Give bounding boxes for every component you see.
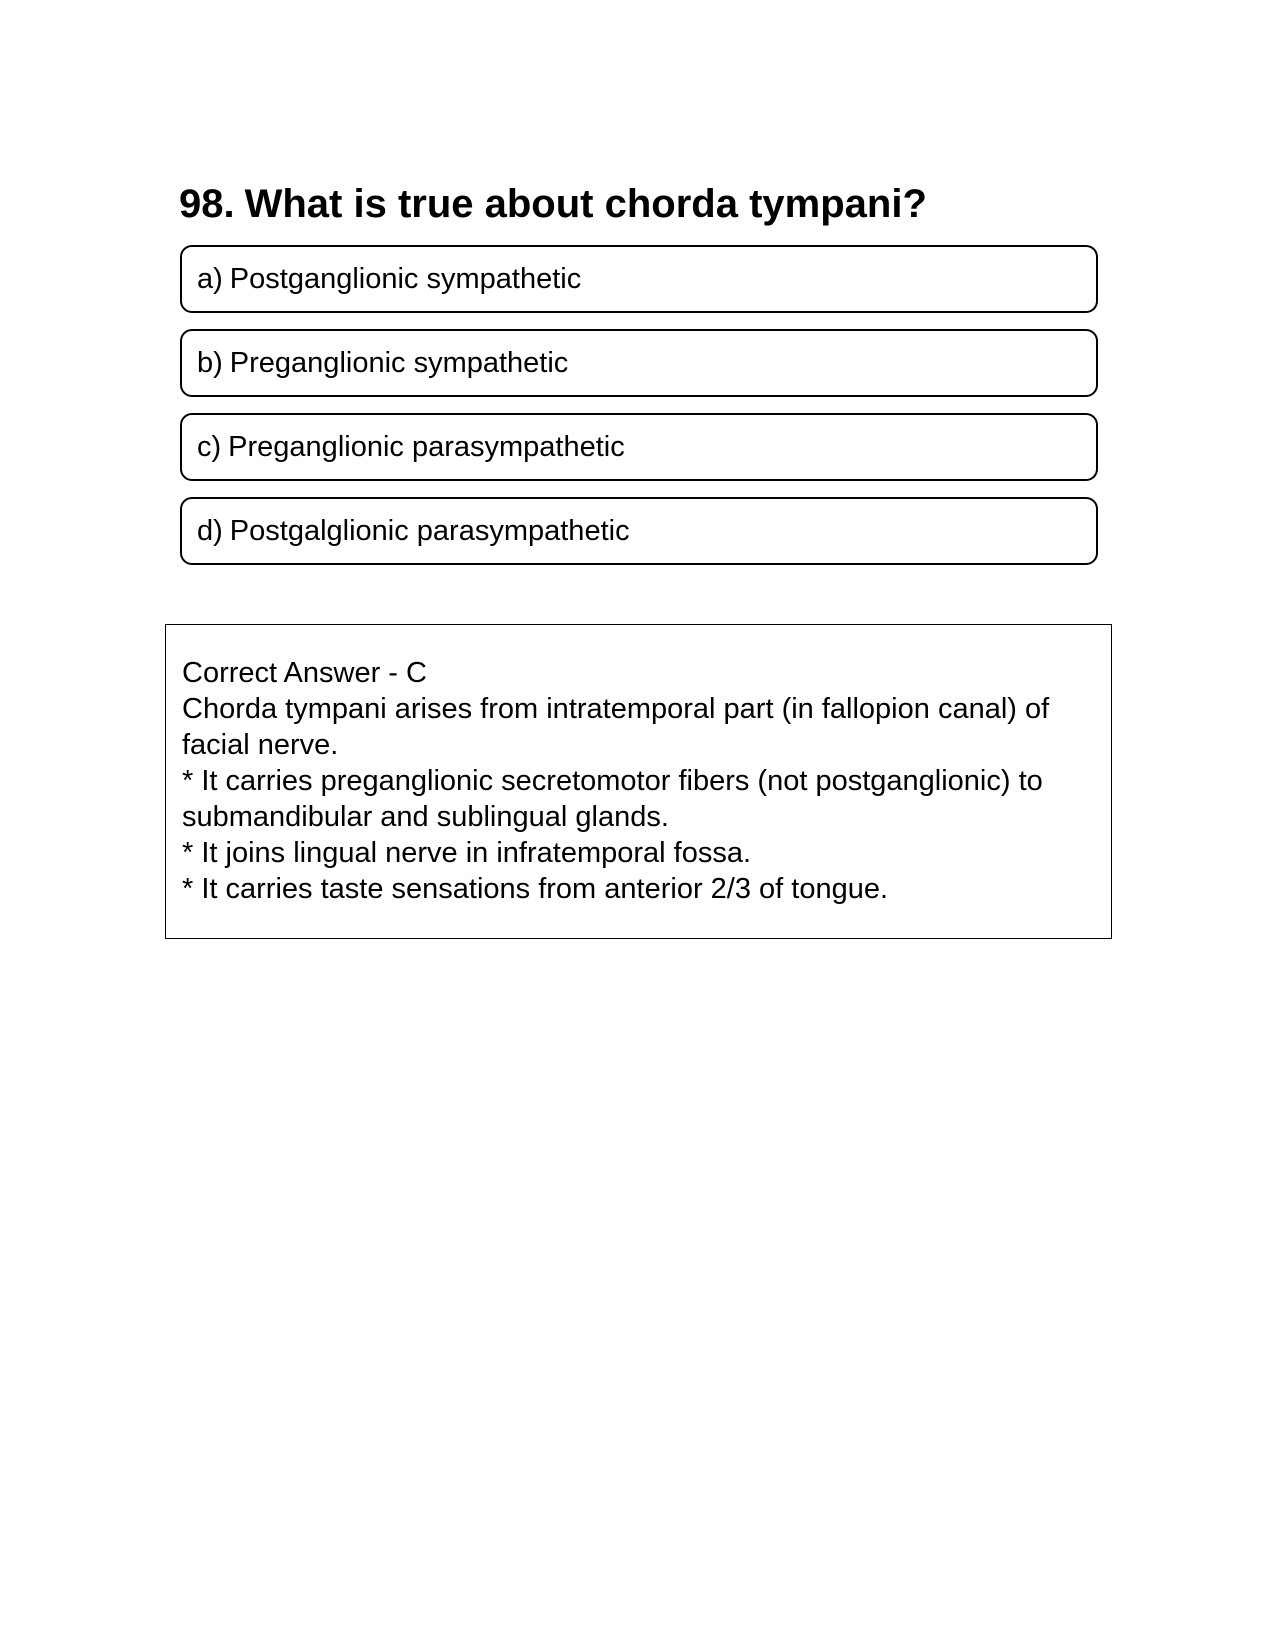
- answer-line: * It joins lingual nerve in infratemporal fossa.: [182, 837, 752, 869]
- answer-line: * It carries taste sensations from anterior 2/3 of tongue.: [182, 873, 889, 905]
- option-letter: c): [197, 430, 222, 463]
- option-d[interactable]: [180, 497, 1098, 565]
- option-letter: b): [197, 346, 223, 379]
- option-text: Postganglionic sympathetic: [229, 262, 582, 295]
- question-text: What is true about chorda tympani?: [244, 182, 927, 226]
- option-text: Preganglionic parasympathetic: [228, 430, 625, 463]
- answer-box: [165, 624, 1112, 939]
- question-number: 98.: [179, 182, 235, 226]
- option-c[interactable]: [180, 413, 1098, 481]
- option-letter: d): [197, 514, 223, 547]
- option-a[interactable]: [180, 245, 1098, 313]
- question-title: [179, 176, 927, 232]
- option-letter: a): [197, 262, 223, 295]
- option-b[interactable]: [180, 329, 1098, 397]
- answer-line: Chorda tympani arises from intratemporal part (in fallopion canal) of facial nerve.: [182, 693, 1050, 761]
- options-list: [180, 245, 1098, 581]
- option-text: Postgalglionic parasympathetic: [229, 514, 630, 547]
- option-text: Preganglionic sympathetic: [229, 346, 569, 379]
- answer-heading: Correct Answer - C: [182, 657, 427, 689]
- answer-line: * It carries preganglionic secretomotor fibers (not postganglionic) to submandibular and sublingual glands.: [182, 765, 1043, 833]
